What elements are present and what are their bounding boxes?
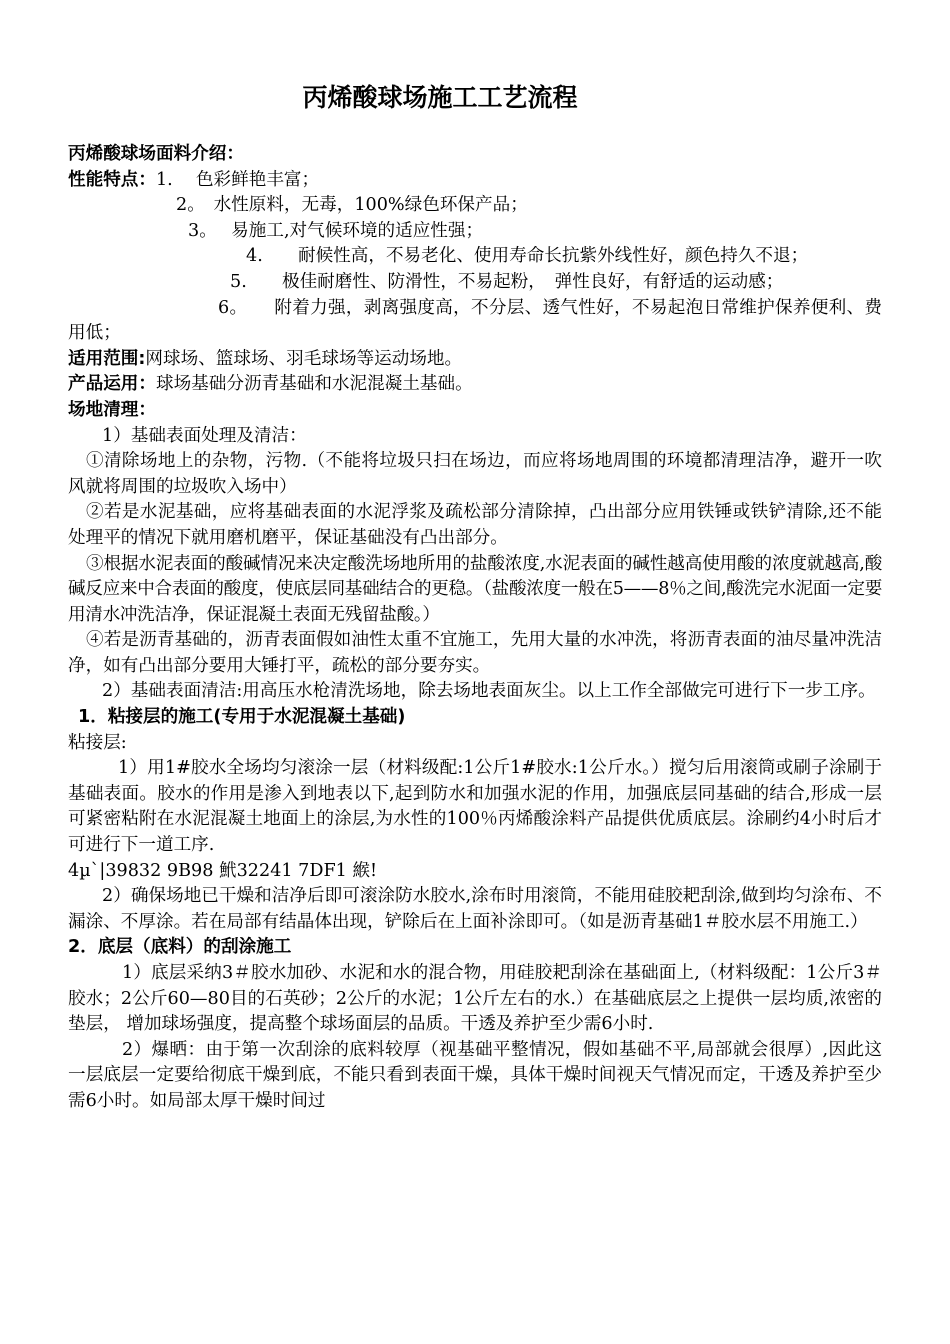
garbled-line: 4µ`|39832 9B98 鮘32241 7DF1 緱! [68,860,378,881]
feature-3: 3。 易施工,对气候环境的适应性强； [188,220,484,241]
feature-2: 2。 水性原料，无毒，100%绿色环保产品； [176,195,528,216]
scope-label: 适用范围: [68,348,146,369]
feature-1 [68,168,882,194]
document-page [68,78,882,1115]
usage-text: 球场基础分沥青基础和水泥混凝土基础。 [155,374,473,395]
cleaning-heading: 场地清理： [68,399,156,420]
intro-heading: 丙烯酸球场面料介绍： [68,144,244,164]
section2-para-2: 2）爆晒：由于第一次刮涂的底料较厚（视基础平整情况，假如基础不平,局部就会很厚）,因此这一层底层一定要给彻底干燥到底，不能只看到表面干燥，具体干燥时间视天气情况而定，干透及养护至少需6小时。如局部太厚干燥时间过 [68,1039,882,1111]
feature-5: 5. 极佳耐磨性、防滑性，不易起粉， 弹性良好，有舒适的运动感； [230,271,784,292]
section2-heading: 2．底层（底料）的刮涂施工 [68,937,292,958]
usage-label: 产品运用： [68,374,156,395]
cleaning-step-2: 2）基础表面清洁:用高压水枪清洗场地，除去场地表面灰尘。以上工作全部做完可进行下一步工序。 [102,681,876,702]
cleaning-item-4: ④若是沥青基础的，沥青表面假如油性太重不宜施工，先用大量的水冲洗，将沥青表面的油尽量冲洗洁净，如有凸出部分要用大锤打平，疏松的部分要夯实。 [68,630,882,676]
section2-para-1: 1）底层采纳3＃胶水加砂、水泥和水的混合物，用硅胶耙刮涂在基础面上,（材料级配：1公斤3＃胶水；2公斤60—80目的石英砂；2公斤的水泥；1公斤左右的水.）在基础底层之上提供一层均质,浓密的垫层， 增加球场强度，提高整个球场面层的品质。干透及养护至少需6小时. [68,963,882,1035]
feature-1-text: 1. 色彩鲜艳丰富； [155,169,320,190]
scope-line [68,347,882,373]
cleaning-item-3: ③根据水泥表面的酸碱情况来决定酸洗场地所用的盐酸浓度,水泥表面的碱性越高使用酸的浓度就越高,酸碱反应来中合表面的酸度，使底层同基础结合的更稳。（盐酸浓度一般在5——8％之间,酸洗完水泥面一定要用清水冲洗洁净，保证混凝土表面无残留盐酸。） [68,553,882,625]
section1-para-1: 1）用1#胶水全场均匀滚涂一层（材料级配:1公斤1#胶水:1公斤水。）搅匀后用滚筒或刷子涂刷于基础表面。胶水的作用是渗入到地表以下,起到防水和加强水泥的作用，加强底层同基础的结合,形成一层可紧密粘附在水泥混凝土地面上的涂层,为水性的100％丙烯酸涂料产品提供优质底层。涂刷约4小时后才可进行下一道工序. [68,758,882,856]
cleaning-item-2: ②若是水泥基础，应将基础表面的水泥浮浆及疏松部分清除掉，凸出部分应用铁锤或铁铲清除,还不能处理平的情况下就用磨机磨平，保证基础没有凸出部分。 [68,502,882,548]
section1-sub: 粘接层: [68,732,127,753]
scope-text: 网球场、篮球场、羽毛球场等运动场地。 [145,348,463,369]
feature-6: 6。 附着力强，剥离强度高，不分层、透气性好，不易起泡日常维护保养便利、费用低； [68,297,882,344]
page-title: 丙烯酸球场施工工艺流程 [302,83,578,112]
features-label: 性能特点： [68,169,156,190]
usage-line [68,372,882,398]
section1-heading: 1．粘接层的施工(专用于水泥混凝土基础) [78,707,406,728]
section1-para-2: 2）确保场地已干燥和洁净后即可滚涂防水胶水,涂布时用滚筒，不能用硅胶耙刮涂,做到均匀涂布、不漏涂、不厚涂。若在局部有结晶体出现，铲除后在上面补涂即可。（如是沥青基础1＃胶水层不用施工.） [68,886,882,932]
cleaning-item-1: ①清除场地上的杂物，污物.（不能将垃圾只扫在场边，而应将场地周围的环境都清理洁净，避开一吹风就将周围的垃圾吹入场中） [68,451,882,497]
cleaning-step-1: 1）基础表面处理及清洁： [102,425,307,446]
feature-4: 4. 耐候性高，不易老化、使用寿命长抗紫外线性好，颜色持久不退； [246,246,809,267]
